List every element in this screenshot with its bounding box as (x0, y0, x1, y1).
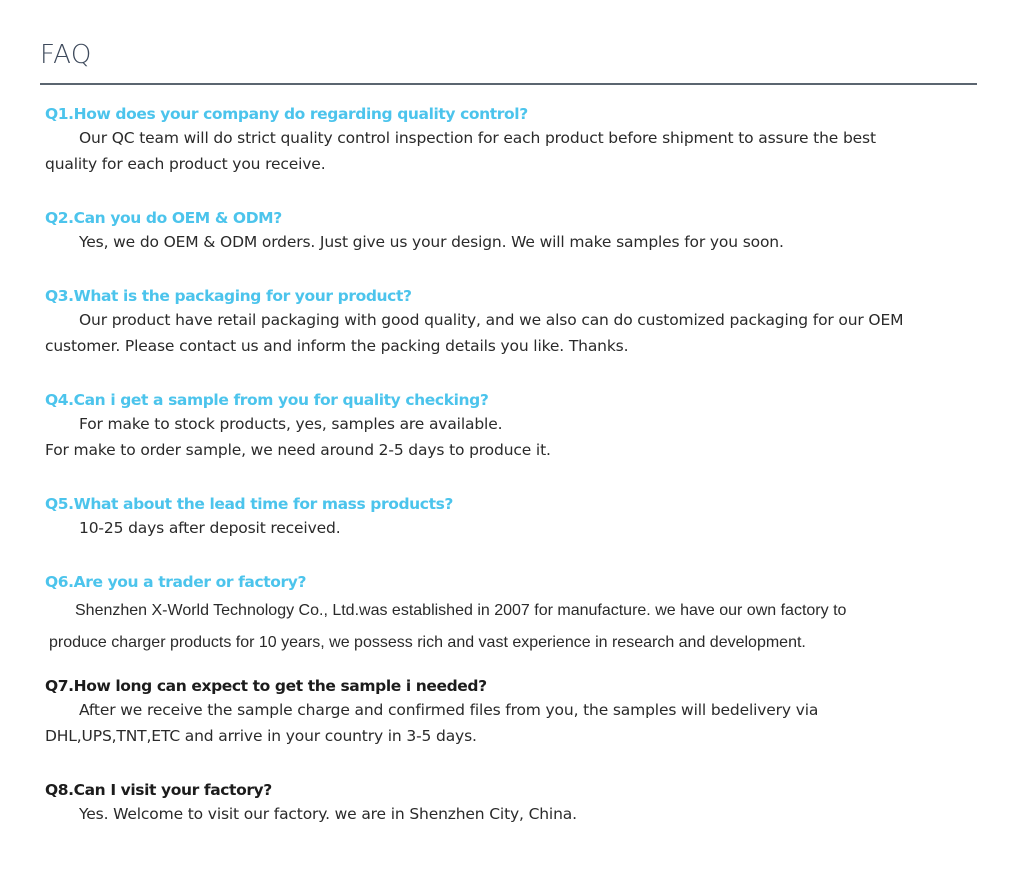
faq-question-6: Q6.Are you a trader or factory? (45, 573, 307, 591)
faq-question-2: Q2.Can you do OEM & ODM? (45, 209, 282, 227)
faq-item-3 (45, 285, 975, 359)
faq-answer-6-line-2: produce charger products for 10 years, we possess rich and vast experience in research and development. (49, 634, 806, 651)
faq-answer-7 (45, 697, 975, 749)
faq-item-4 (45, 389, 975, 463)
faq-answer-8 (45, 801, 975, 827)
faq-answer-1-line-1: Our QC team will do strict quality control inspection for each product before shipment to assure the best (79, 129, 876, 147)
faq-item-1 (45, 103, 975, 177)
faq-question-8: Q8.Can I visit your factory? (45, 781, 272, 799)
faq-answer-1-line-2: quality for each product you receive. (45, 155, 326, 173)
page-title: FAQ (40, 40, 92, 70)
faq-answer-2-line-1: Yes, we do OEM & ODM orders. Just give us your design. We will make samples for you soon. (79, 233, 784, 251)
faq-answer-4 (45, 411, 975, 463)
faq-answer-8-line-1: Yes. Welcome to visit our factory. we are in Shenzhen City, China. (79, 805, 577, 823)
faq-answer-4-line-2: For make to order sample, we need around 2-5 days to produce it. (45, 441, 551, 459)
faq-item-8 (45, 779, 975, 827)
faq-answer-6 (49, 595, 975, 659)
faq-question-5: Q5.What about the lead time for mass products? (45, 495, 454, 513)
faq-answer-3-line-1: Our product have retail packaging with good quality, and we also can do customized packaging for our OEM (79, 311, 904, 329)
faq-question-1: Q1.How does your company do regarding quality control? (45, 105, 528, 123)
faq-question-7: Q7.How long can expect to get the sample i needed? (45, 677, 487, 695)
faq-item-7 (45, 675, 975, 749)
faq-item-5 (45, 493, 975, 541)
faq-answer-3 (45, 307, 975, 359)
faq-answer-7-line-2: DHL,UPS,TNT,ETC and arrive in your country in 3-5 days. (45, 727, 477, 745)
faq-answer-3-line-2: customer. Please contact us and inform the packing details you like. Thanks. (45, 337, 629, 355)
faq-question-4: Q4.Can i get a sample from you for quality checking? (45, 391, 489, 409)
title-divider (40, 83, 977, 85)
faq-item-6 (45, 571, 975, 659)
faq-answer-4-line-1: For make to stock products, yes, samples are available. (79, 415, 503, 433)
faq-answer-6-line-1: Shenzhen X-World Technology Co., Ltd.was established in 2007 for manufacture. we have our own factory to (75, 602, 847, 619)
faq-answer-1 (45, 125, 975, 177)
faq-answer-5-line-1: 10-25 days after deposit received. (79, 519, 341, 537)
faq-answer-5 (45, 515, 975, 541)
faq-answer-7-line-1: After we receive the sample charge and confirmed files from you, the samples will bedelivery via (79, 701, 819, 719)
faq-item-2 (45, 207, 975, 255)
faq-answer-2 (45, 229, 975, 255)
faq-question-3: Q3.What is the packaging for your product? (45, 287, 412, 305)
